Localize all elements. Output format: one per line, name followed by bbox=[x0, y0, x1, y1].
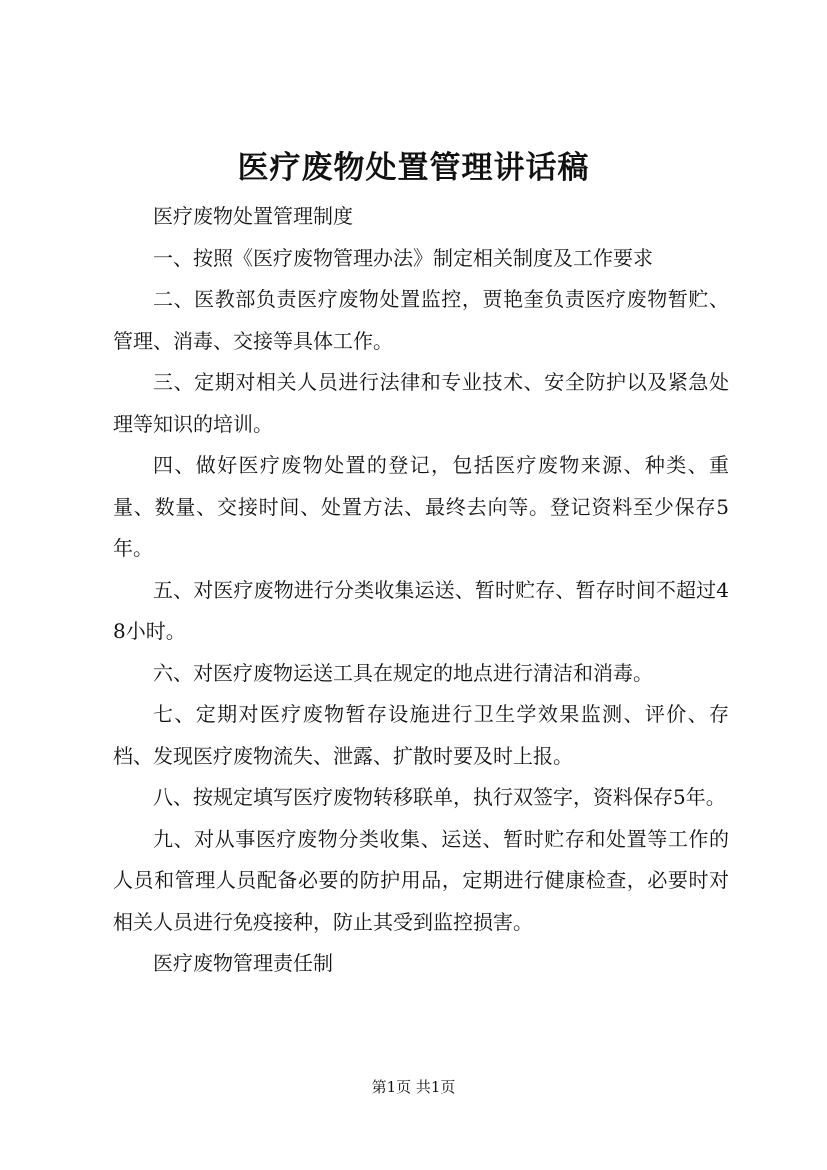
document-title: 医疗废物处置管理讲话稿 bbox=[237, 150, 590, 186]
paragraph-item-8: 八、按规定填写医疗废物转移联单，执行双签字，资料保存5年。 bbox=[153, 785, 726, 809]
paragraph-item-4: 四、做好医疗废物处置的登记，包括医疗废物来源、种类、重量、数量、交接时间、处置方法、最终去向等。登记资料至少保存5年。 bbox=[113, 453, 729, 560]
paragraph-item-5: 五、对医疗废物进行分类收集运送、暂时贮存、暂存时间不超过48小时。 bbox=[113, 577, 729, 643]
paragraph-item-9: 九、对从事医疗废物分类收集、运送、暂时贮存和处置等工作的人员和管理人员配备必要的防护用品，定期进行健康检查，必要时对相关人员进行免疫接种，防止其受到监控损害。 bbox=[113, 826, 729, 934]
paragraph-section-heading: 医疗废物处置管理制度 bbox=[153, 204, 353, 228]
paragraph-item-7: 七、定期对医疗废物暂存设施进行卫生学效果监测、评价、存档、发现医疗废物流失、泄露、扩散时要及时上报。 bbox=[113, 702, 729, 768]
paragraph-section-heading-2: 医疗废物管理责任制 bbox=[153, 951, 333, 975]
document-body bbox=[113, 196, 729, 985]
page-number-footer: 第1页 共1页 bbox=[371, 1078, 456, 1096]
paragraph-item-3: 三、定期对相关人员进行法律和专业技术、安全防护以及紧急处理等知识的培训。 bbox=[113, 370, 729, 436]
paragraph-item-1: 一、按照《医疗废物管理办法》制定相关制度及工作要求 bbox=[153, 245, 653, 270]
paragraph-item-6: 六、对医疗废物运送工具在规定的地点进行清洁和消毒。 bbox=[153, 660, 653, 685]
paragraph-item-2: 二、医教部负责医疗废物处置监控，贾艳奎负责医疗废物暂贮、管理、消毒、交接等具体工作。 bbox=[113, 287, 729, 353]
